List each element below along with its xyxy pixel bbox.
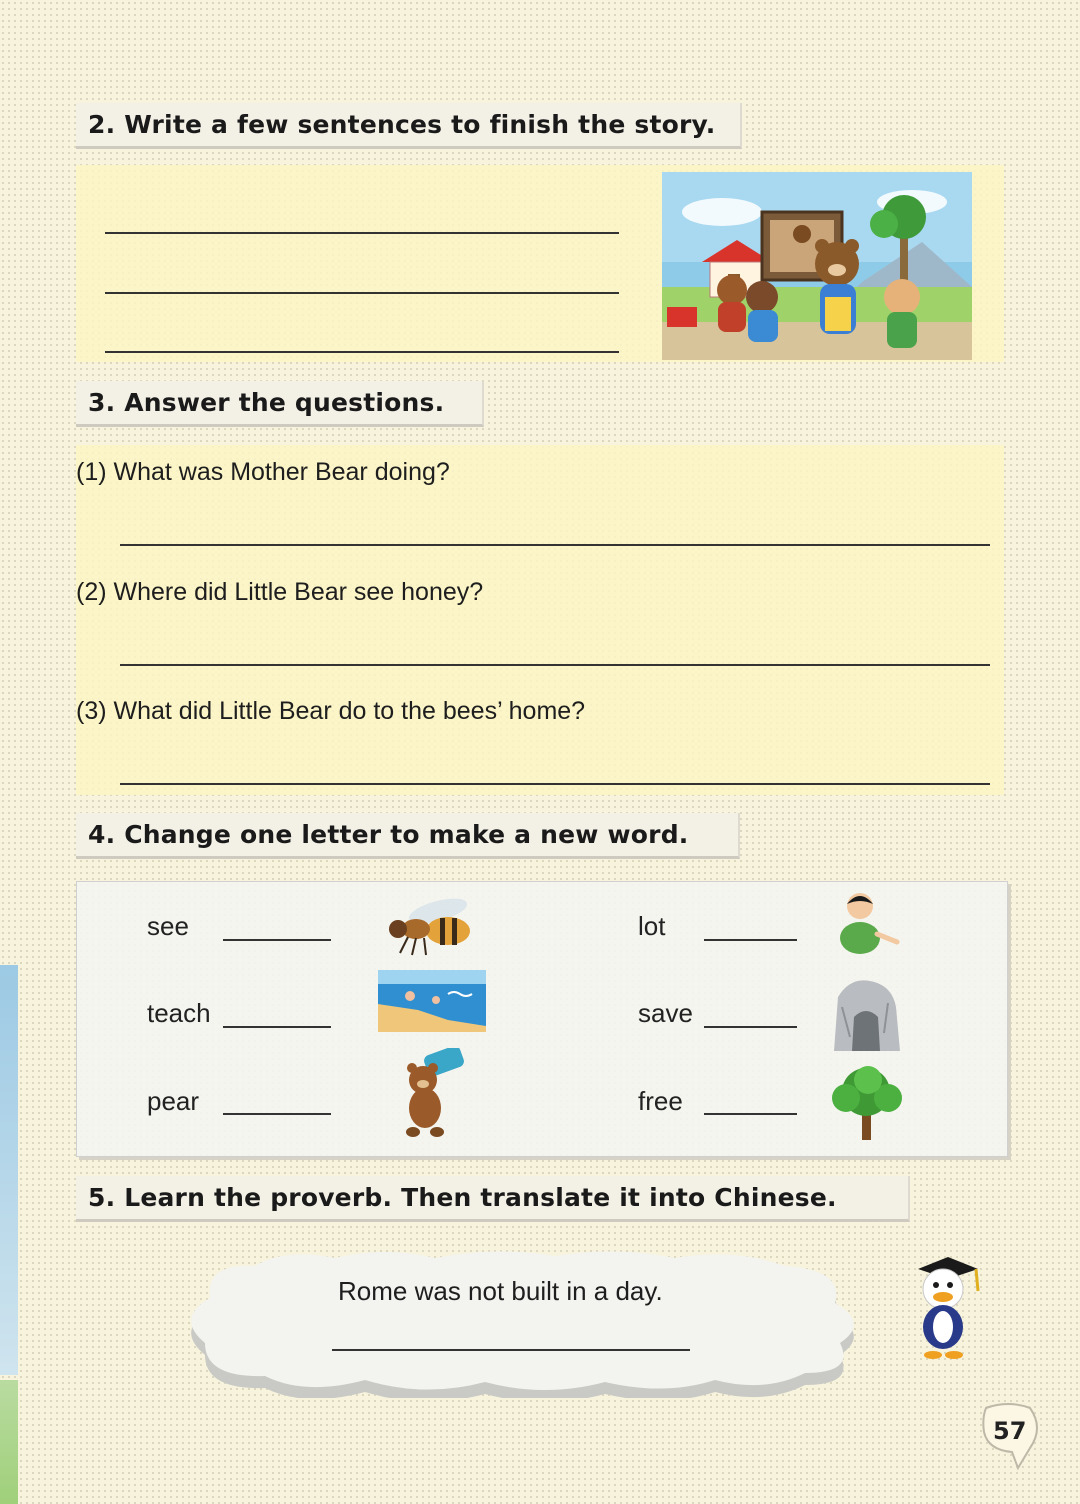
section-4-heading: 4. Change one letter to make a new word. bbox=[76, 813, 740, 859]
question-2: (2) Where did Little Bear see honey? bbox=[76, 578, 484, 606]
questions-area bbox=[76, 445, 1004, 795]
word-line-lot[interactable] bbox=[704, 939, 797, 941]
word-line-save[interactable] bbox=[704, 1026, 797, 1028]
word-line-pear[interactable] bbox=[223, 1113, 331, 1115]
section-5-heading: 5. Learn the proverb. Then translate it into Chinese. bbox=[76, 1176, 910, 1222]
word-teach: teach bbox=[147, 998, 211, 1028]
bear-icon bbox=[395, 1048, 470, 1138]
tree-icon bbox=[826, 1062, 908, 1142]
word-save: save bbox=[638, 998, 693, 1028]
answer-line-2[interactable] bbox=[120, 664, 990, 666]
story-write-line-2[interactable] bbox=[105, 292, 619, 294]
page-number: 57 bbox=[993, 1417, 1027, 1445]
side-color-strip-bottom bbox=[0, 1380, 18, 1504]
answer-line-1[interactable] bbox=[120, 544, 990, 546]
story-write-line-3[interactable] bbox=[105, 351, 619, 353]
answer-line-3[interactable] bbox=[120, 783, 990, 785]
beach-icon bbox=[378, 970, 486, 1032]
word-lot: lot bbox=[638, 911, 666, 941]
question-1: (1) What was Mother Bear doing? bbox=[76, 458, 450, 486]
section-2-heading: 2. Write a few sentences to finish the story. bbox=[76, 103, 742, 149]
story-write-line-1[interactable] bbox=[105, 232, 619, 234]
translation-line[interactable] bbox=[332, 1349, 690, 1351]
section-3-heading: 3. Answer the questions. bbox=[76, 381, 484, 427]
question-3: (3) What did Little Bear do to the bees’ home? bbox=[76, 697, 586, 725]
bee-icon bbox=[378, 893, 478, 957]
word-line-teach[interactable] bbox=[223, 1026, 331, 1028]
word-line-free[interactable] bbox=[704, 1113, 797, 1115]
word-see: see bbox=[147, 911, 189, 941]
proverb-cloud bbox=[165, 1248, 875, 1398]
boy-icon bbox=[832, 890, 907, 958]
word-free: free bbox=[638, 1086, 683, 1116]
word-pear: pear bbox=[147, 1086, 200, 1116]
bears-story-illustration bbox=[662, 172, 972, 360]
proverb-text: Rome was not built in a day. bbox=[338, 1276, 663, 1306]
cave-icon bbox=[830, 977, 902, 1051]
side-color-strip bbox=[0, 965, 18, 1375]
word-line-see[interactable] bbox=[223, 939, 331, 941]
mascot-bird-icon bbox=[898, 1255, 988, 1363]
